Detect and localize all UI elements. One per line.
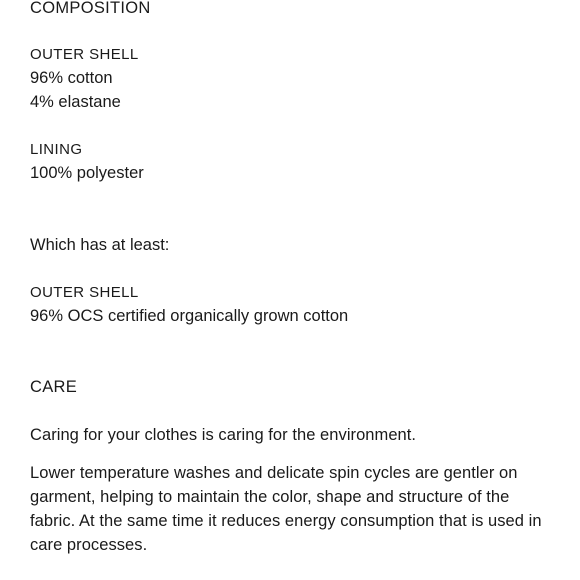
material-line: 4% elastane (30, 93, 121, 111)
outer-shell-label: OUTER SHELL (30, 46, 139, 63)
at-least-group (30, 233, 555, 328)
care-section (30, 376, 555, 557)
material-line: 96% cotton (30, 69, 113, 87)
at-least-intro: Which has at least: (30, 236, 170, 254)
care-heading: CARE (30, 378, 78, 396)
material-line: 100% polyester (30, 164, 144, 182)
outer-shell-label: OUTER SHELL (30, 284, 139, 301)
product-details-panel (30, 0, 555, 557)
care-paragraph: Lower temperature washes and delicate spin cycles are gentler on garment, helping to maintain the color, shape and structure of the fabric. At the same time it reduces energy consumption that is used in care processes. (30, 464, 542, 554)
composition-heading: COMPOSITION (30, 0, 151, 17)
composition-section (30, 0, 555, 328)
material-line: 96% OCS certified organically grown cotton (30, 307, 349, 325)
care-intro: Caring for your clothes is caring for the environment. (30, 426, 417, 444)
lining-group (30, 139, 555, 185)
outer-shell-group (30, 44, 555, 114)
lining-label: LINING (30, 141, 83, 158)
